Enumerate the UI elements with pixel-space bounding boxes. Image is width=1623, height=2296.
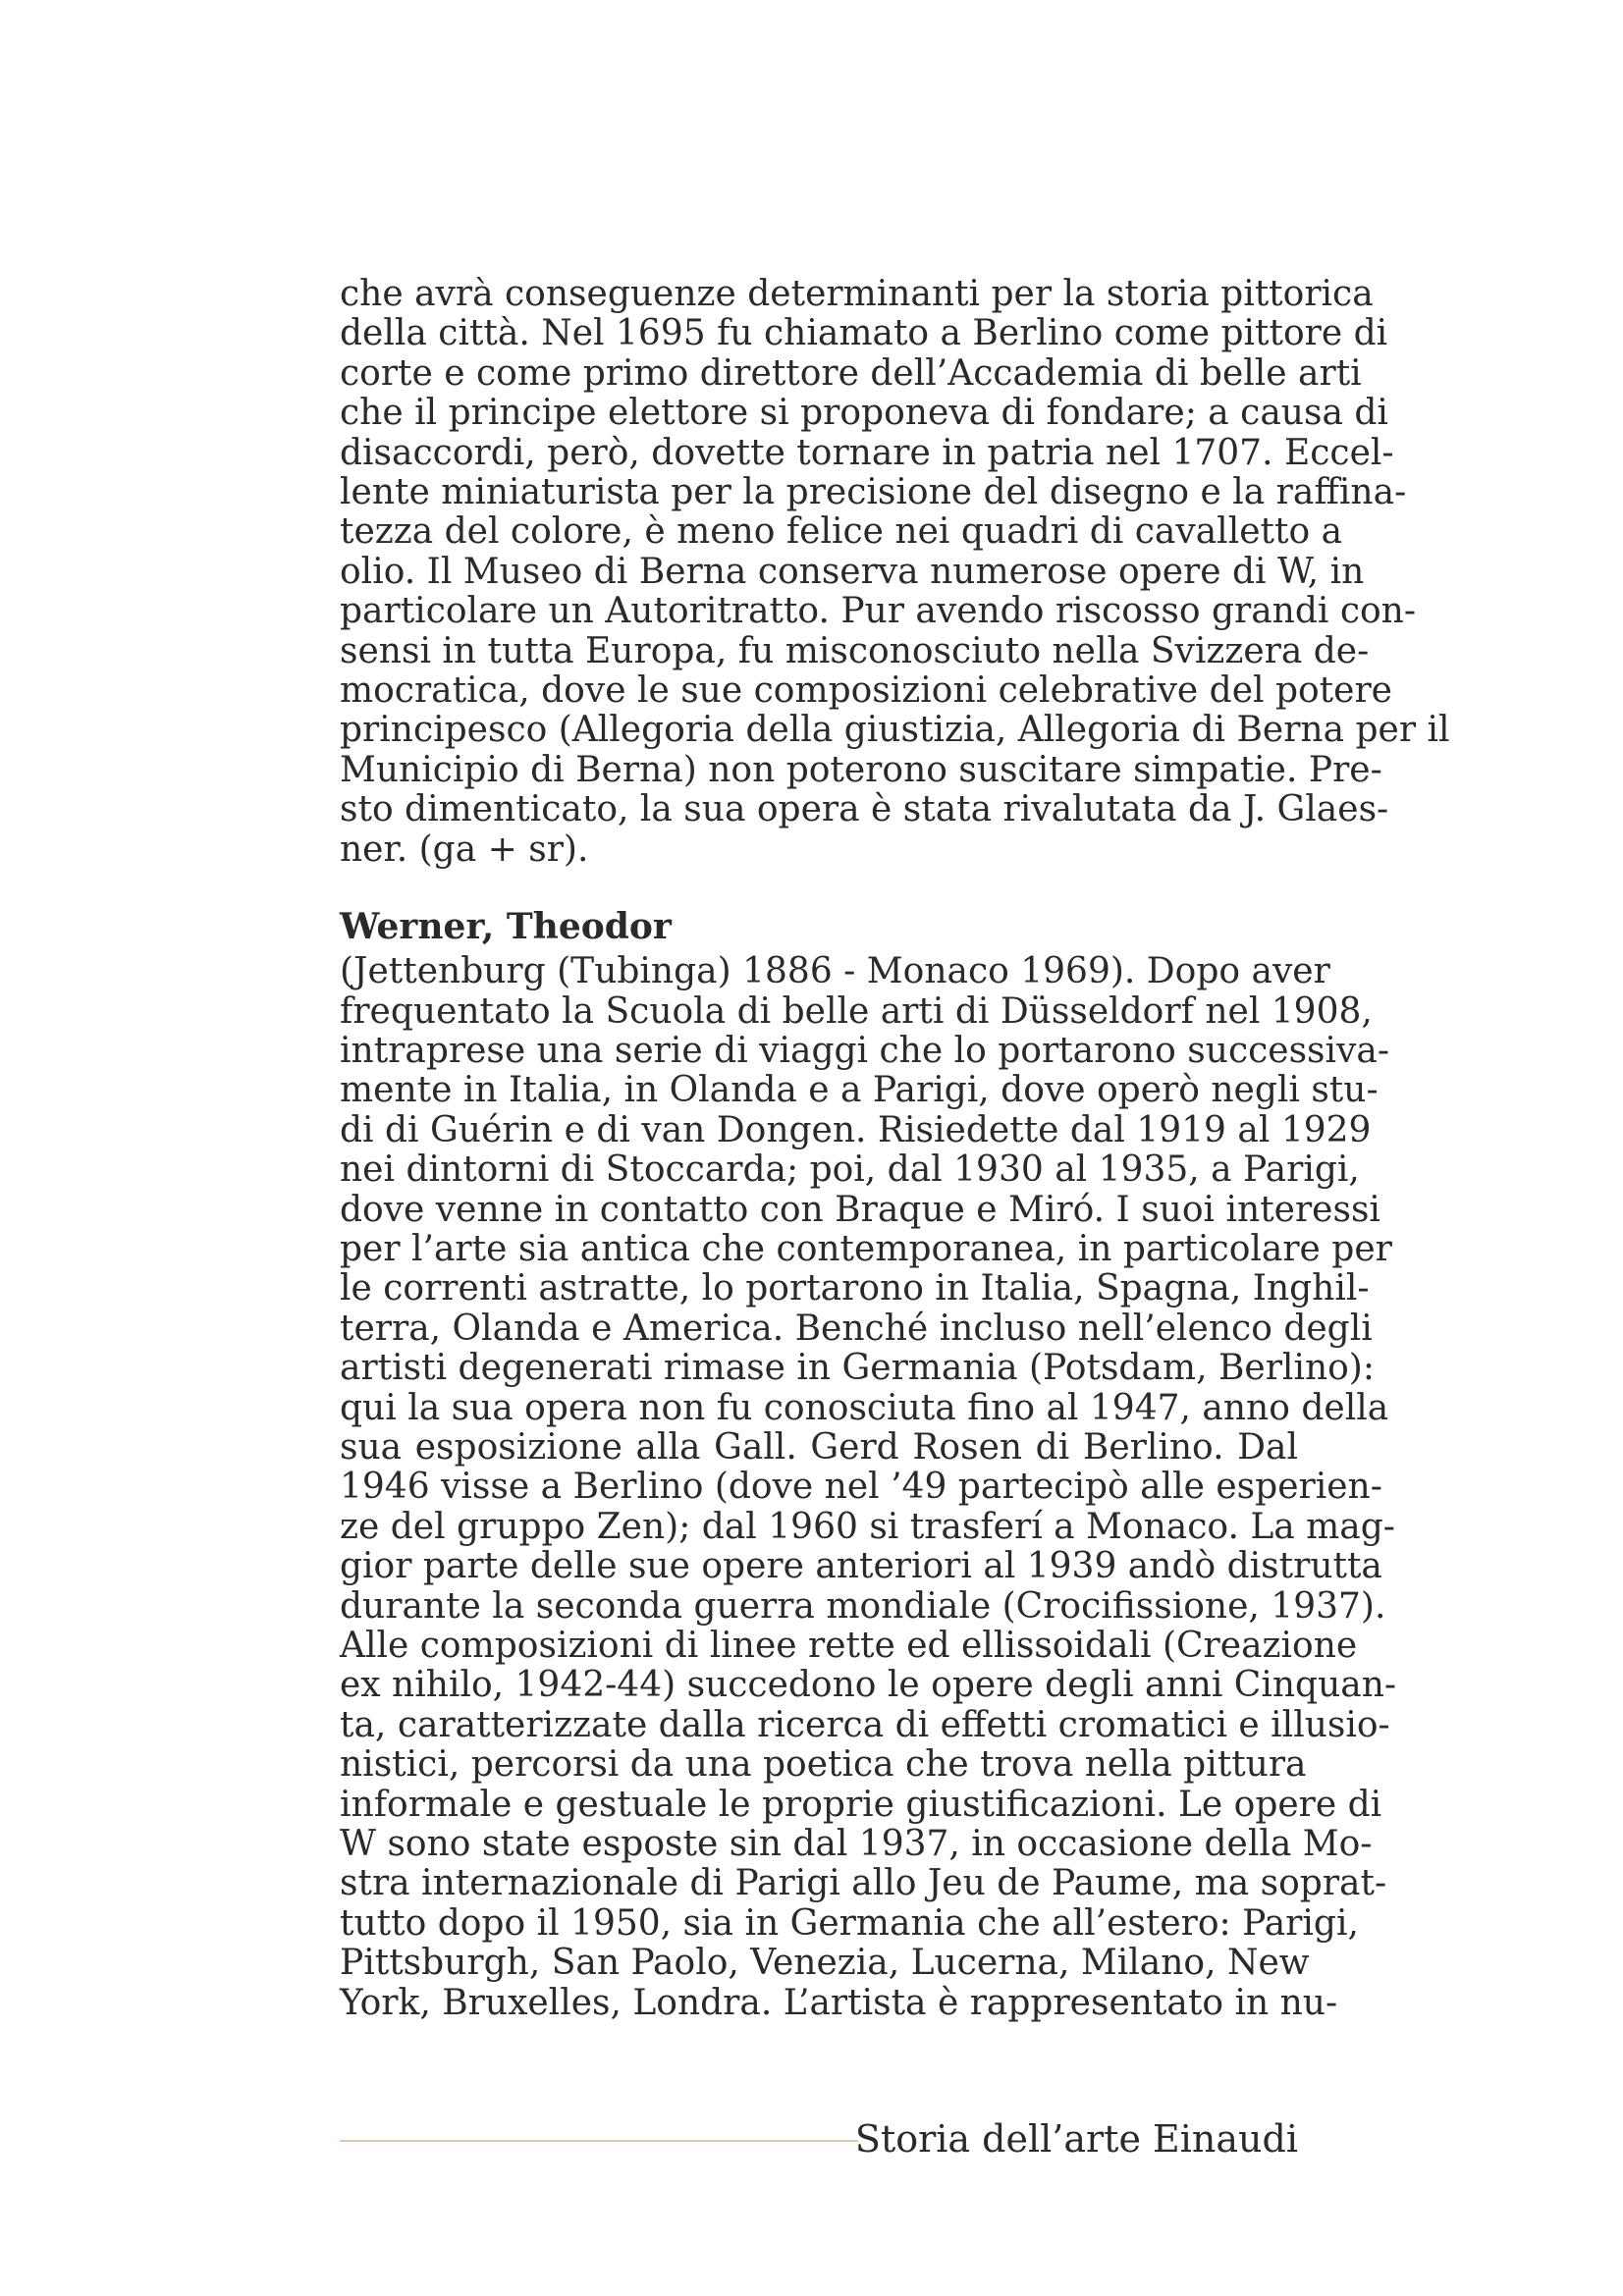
text-line: sua esposizione alla Gall. Gerd Rosen di Berlino. Dal bbox=[340, 1426, 1298, 1468]
text-line: tezza del colore, è meno felice nei quadri di cavalletto a bbox=[340, 511, 1343, 553]
entry-heading: Werner, Theodor bbox=[340, 906, 672, 948]
footer-title: Storia dell’arte Einaudi bbox=[854, 2117, 1298, 2161]
text-line: principesco (Allegoria della giustizia, Allegoria di Berna per il bbox=[340, 710, 1450, 751]
text-line: olio. Il Museo di Berna conserva numerose opere di W, in bbox=[340, 551, 1365, 592]
text-line: informale e gestuale le proprie giustificazioni. Le opere di bbox=[340, 1784, 1382, 1825]
text-line: le correnti astratte, lo portarono in Italia, Spagna, Inghil- bbox=[340, 1268, 1370, 1309]
footer-rule bbox=[340, 2140, 858, 2142]
text-line: nei dintorni di Stoccarda; poi, dal 1930 al 1935, a Parigi, bbox=[340, 1149, 1360, 1191]
text-line: Pittsburgh, San Paolo, Venezia, Lucerna, Milano, New bbox=[340, 1943, 1310, 1984]
text-line: tutto dopo il 1950, sia in Germania che all’estero: Parigi, bbox=[340, 1902, 1359, 1944]
text-line: stra internazionale di Parigi allo Jeu de Paume, ma soprat- bbox=[340, 1863, 1387, 1904]
text-line: della città. Nel 1695 fu chiamato a Berlino come pittore di bbox=[340, 313, 1388, 354]
text-line: di di Guérin e di van Dongen. Risiedette dal 1919 al 1929 bbox=[340, 1109, 1372, 1150]
text-line: intraprese una serie di viaggi che lo portarono successiva- bbox=[340, 1030, 1389, 1071]
page-footer bbox=[340, 2110, 1298, 2169]
text-line: mocratica, dove le sue composizioni celebrative del potere bbox=[340, 670, 1392, 712]
text-line: artisti degenerati rimase in Germania (Potsdam, Berlino): bbox=[340, 1348, 1375, 1389]
text-line: W sono state esposte sin dal 1937, in occasione della Mo- bbox=[340, 1824, 1373, 1865]
text-line: terra, Olanda e America. Benché incluso nell’elenco degli bbox=[340, 1308, 1373, 1349]
entry-continuation bbox=[340, 274, 1450, 870]
text-line: sto dimenticato, la sua opera è stata rivalutata da J. Glaes- bbox=[340, 789, 1389, 830]
text-line: qui la sua opera non fu conosciuta fino al 1947, anno della bbox=[340, 1387, 1389, 1428]
text-line: durante la seconda guerra mondiale (Crocifissione, 1937). bbox=[340, 1585, 1386, 1627]
text-line: dove venne in contatto con Braque e Miró. I suoi interessi bbox=[340, 1189, 1380, 1230]
entry-werner-theodor bbox=[340, 951, 1397, 2023]
page-body bbox=[340, 274, 1450, 2023]
text-line: corte e come primo direttore dell’Accademia di belle arti bbox=[340, 352, 1362, 394]
text-line: che il principe elettore si proponeva di fondare; a causa di bbox=[340, 393, 1388, 434]
text-line: Municipio di Berna) non poterono suscitare simpatie. Pre- bbox=[340, 749, 1382, 790]
text-line: frequentato la Scuola di belle arti di Düsseldorf nel 1908, bbox=[340, 990, 1373, 1032]
text-line: York, Bruxelles, Londra. L’artista è rappresentato in nu- bbox=[340, 1982, 1338, 2023]
text-line: Alle composizioni di linee rette ed ellissoidali (Creazione bbox=[340, 1626, 1358, 1666]
text-line: ze del gruppo Zen); dal 1960 si trasferí a Monaco. La mag- bbox=[340, 1506, 1395, 1547]
text-line: sensi in tutta Europa, fu misconosciuto nella Svizzera de- bbox=[340, 630, 1370, 671]
text-line: (Jettenburg (Tubinga) 1886 - Monaco 1969). Dopo aver bbox=[340, 951, 1330, 992]
text-line: disaccordi, però, dovette tornare in patria nel 1707. Eccel- bbox=[340, 432, 1394, 473]
text-line: ner. (ga + sr). bbox=[340, 828, 589, 870]
text-line: ex nihilo, 1942-44) succedono le opere degli anni Cinquan- bbox=[340, 1665, 1397, 1706]
text-line: gior parte delle sue opere anteriori al 1939 andò distrutta bbox=[340, 1546, 1382, 1587]
text-line: particolare un Autoritratto. Pur avendo riscosso grandi con- bbox=[340, 591, 1417, 632]
text-line: ta, caratterizzate dalla ricerca di effetti cromatici e illusio- bbox=[340, 1704, 1390, 1745]
text-line: nistici, percorsi da una poetica che trova nella pittura bbox=[340, 1744, 1307, 1786]
text-line: che avrà conseguenze determinanti per la storia pittorica bbox=[340, 274, 1374, 314]
text-line: mente in Italia, in Olanda e a Parigi, dove operò negli stu- bbox=[340, 1070, 1379, 1111]
text-line: per l’arte sia antica che contemporanea, in particolare per bbox=[340, 1228, 1392, 1269]
text-line: lente miniaturista per la precisione del disegno e la raffina- bbox=[340, 472, 1407, 513]
text-line: 1946 visse a Berlino (dove nel ’49 partecipò alle esperien- bbox=[340, 1467, 1382, 1508]
